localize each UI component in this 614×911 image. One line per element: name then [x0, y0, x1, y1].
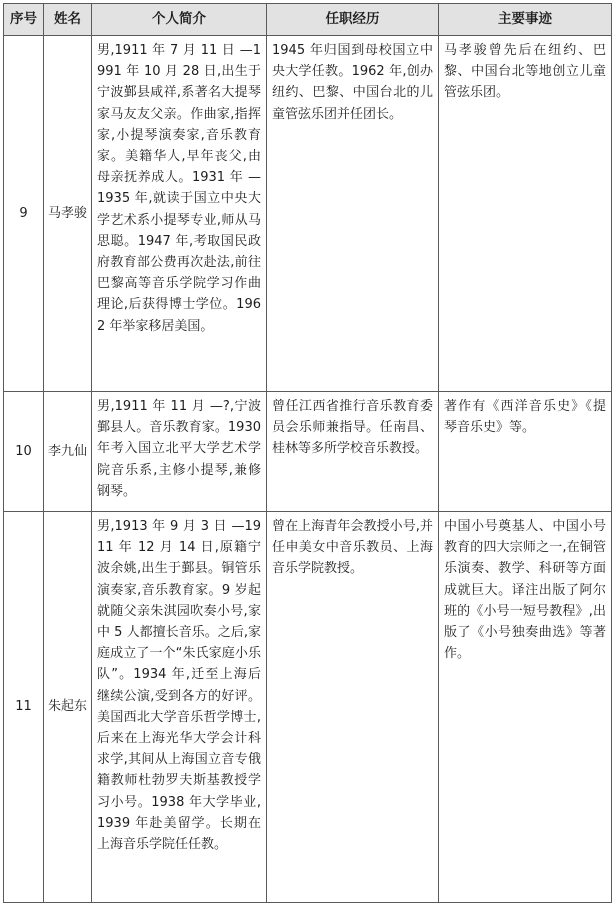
cell-deeds: 著作有《西洋音乐史》《提琴音乐史》等。 [439, 392, 612, 512]
table-row [4, 512, 612, 903]
document-page [3, 3, 611, 903]
cell-deeds: 马孝骏曾先后在纽约、巴黎、中国台北等地创立儿童管弦乐团。 [439, 36, 612, 392]
musicians-table [3, 3, 612, 903]
header-deeds: 主要事迹 [439, 4, 612, 36]
cell-no: 9 [4, 36, 44, 392]
table-row [4, 36, 612, 392]
header-no: 序号 [4, 4, 44, 36]
cell-career: 曾在上海青年会教授小号,并任申美女中音乐教员、上海音乐学院教授。 [267, 512, 439, 903]
cell-name: 马孝骏 [44, 36, 92, 392]
header-career: 任职经历 [267, 4, 439, 36]
cell-bio: 男,1911 年 11 月 —?,宁波鄞县人。音乐教育家。1930 年考入国立北平大学艺术学院音乐系,主修小提琴,兼修钢琴。 [92, 392, 267, 512]
cell-career: 1945 年归国到母校国立中央大学任教。1962 年,创办纽约、巴黎、中国台北的儿童管弦乐团并任团长。 [267, 36, 439, 392]
table-header-row [4, 4, 612, 36]
cell-career: 曾任江西省推行音乐教育委员会乐师兼指导。任南昌、桂林等多所学校音乐教授。 [267, 392, 439, 512]
cell-name: 李九仙 [44, 392, 92, 512]
table-row [4, 392, 612, 512]
cell-name: 朱起东 [44, 512, 92, 903]
cell-bio: 男,1911 年 7 月 11 日 —1991 年 10 月 28 日,出生于宁波鄞县咸祥,系著名大提琴家马友友父亲。作曲家,指挥家,小提琴演奏家,音乐教育家。美籍华人,早年丧父,由母亲抚养成人。1931 年 —1935 年,就读于国立中央大学艺术系小提琴专业,师从马思聪。1947 年,考取国民政府教育部公费再次赴法,前往巴黎高等音乐学院学习作曲理论,后获得博士学位。1962 年举家移居美国。 [92, 36, 267, 392]
header-bio: 个人简介 [92, 4, 267, 36]
cell-deeds: 中国小号奠基人、中国小号教育的四大宗师之一,在铜管乐演奏、教学、科研等方面成就巨大。译注出版了阿尔班的《小号一短号教程》,出版了《小号独奏曲选》等著作。 [439, 512, 612, 903]
cell-no: 10 [4, 392, 44, 512]
cell-no: 11 [4, 512, 44, 903]
header-name: 姓名 [44, 4, 92, 36]
cell-bio: 男,1913 年 9 月 3 日 —1911 年 12 月 14 日,原籍宁波余姚,出生于鄞县。铜管乐演奏家,音乐教育家。9 岁起就随父亲朱淇园吹奏小号,家中 5 人都擅长音乐。之后,家庭成立了一个“朱氏家庭小乐队”。1934 年,迁至上海后继续公演,受到各方的好评。美国西北大学音乐哲学博士,后来在上海光华大学会计科求学,其间从上海国立音专俄籍教师杜勃罗夫斯基教授学习小号。1938 年大学毕业,1939 年赴美留学。长期在上海音乐学院任任教。 [92, 512, 267, 903]
